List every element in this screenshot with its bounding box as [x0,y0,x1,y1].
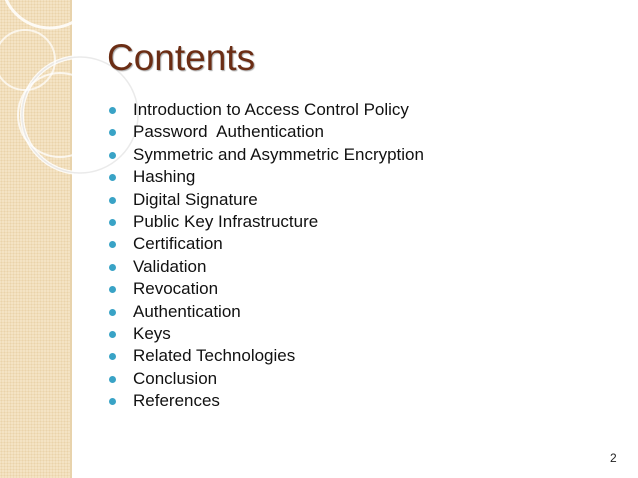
bullet-icon [109,219,116,226]
bullet-icon [109,353,116,360]
bullet-icon [109,241,116,248]
slide: Contents Introduction to Access Control Policy Password Authentication Symmetric and Asymmetric Encryption Hashing Digital Signature Public Key Infrastructure Certification Validation Revocation Authentication Keys Related Technologies Conclusion References 2 [0,0,638,478]
bullet-icon [109,264,116,271]
bullet-icon [109,107,116,114]
bullet-icon [109,197,116,204]
page-number: 2 [610,451,617,465]
bullet-icon [109,376,116,383]
bullet-icon [109,286,116,293]
bullet-icon [109,331,116,338]
bullet-icon [109,309,116,316]
slide-title: Contents [107,37,256,78]
bullet-icon [109,152,116,159]
bullet-icon [109,398,116,405]
